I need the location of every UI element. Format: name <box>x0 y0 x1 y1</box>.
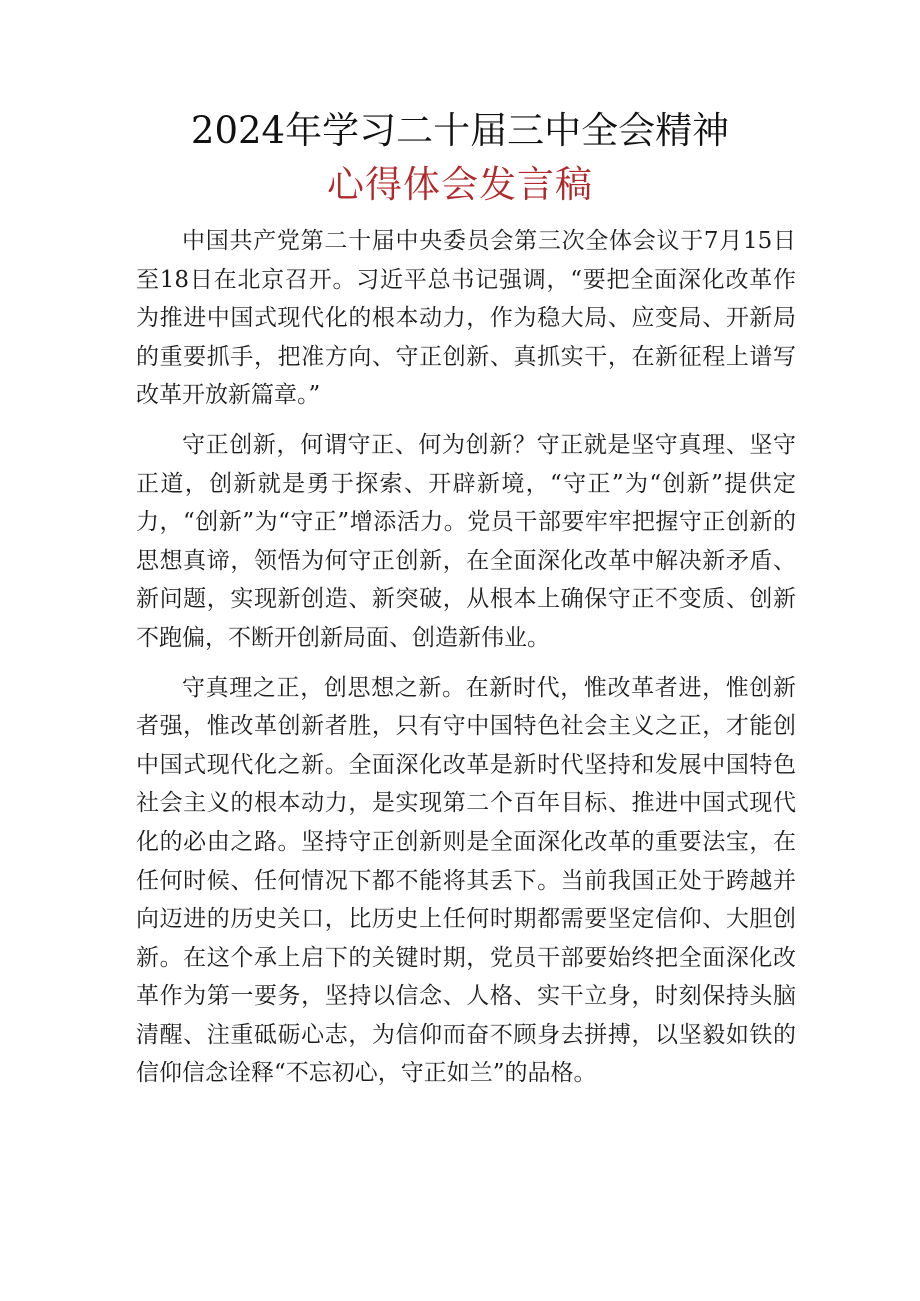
body-paragraph: 守真理之正，创思想之新。在新时代，惟改革者进，惟创新者强，惟改革创新者胜，只有守中国特色社会主义之正，才能创中国式现代化之新。全面深化改革是新时代坚持和发展中国特色社会主义的根本动力，是实现第二个百年目标、推进中国式现代化的必由之路。坚持守正创新则是全面深化改革的重要法宝，在任何时候、任何情况下都不能将其丢下。当前我国正处于跨越并向迈进的历史关口，比历史上任何时期都需要坚定信仰、大胆创新。在这个承上启下的关键时期，党员干部要始终把全面深化改革作为第一要务，坚持以信念、人格、实干立身，时刻保持头脑清醒、注重砥砺心志，为信仰而奋不顾身去拼搏，以坚毅如铁的信仰信念诠释“不忘初心，守正如兰”的品格。 <box>136 674 796 1087</box>
document-title: 2024年学习二十届三中全会精神 <box>190 109 730 152</box>
document-subtitle: 心得体会发言稿 <box>327 163 593 206</box>
body-paragraph: 守正创新，何谓守正、何为创新？守正就是坚守真理、坚守正道，创新就是勇于探索、开辟新境，“守正”为“创新”提供定力，“创新”为“守正”增添活力。党员干部要牢牢把握守正创新的思想真谛，领悟为何守正创新，在全面深化改革中解决新矛盾、新问题，实现新创造、新突破，从根本上确保守正不变质、创新不跑偏，不断开创新局面、创造新伟业。 <box>136 431 796 651</box>
body-paragraph: 中国共产党第二十届中央委员会第三次全体会议于7月15日至18日在北京召开。习近平总书记强调，“要把全面深化改革作为推进中国式现代化的根本动力，作为稳大局、应变局、开新局的重要抓手，把准方向、守正创新、真抓实干，在新征程上谱写改革开放新篇章。” <box>136 228 796 409</box>
document-body <box>136 222 796 1093</box>
